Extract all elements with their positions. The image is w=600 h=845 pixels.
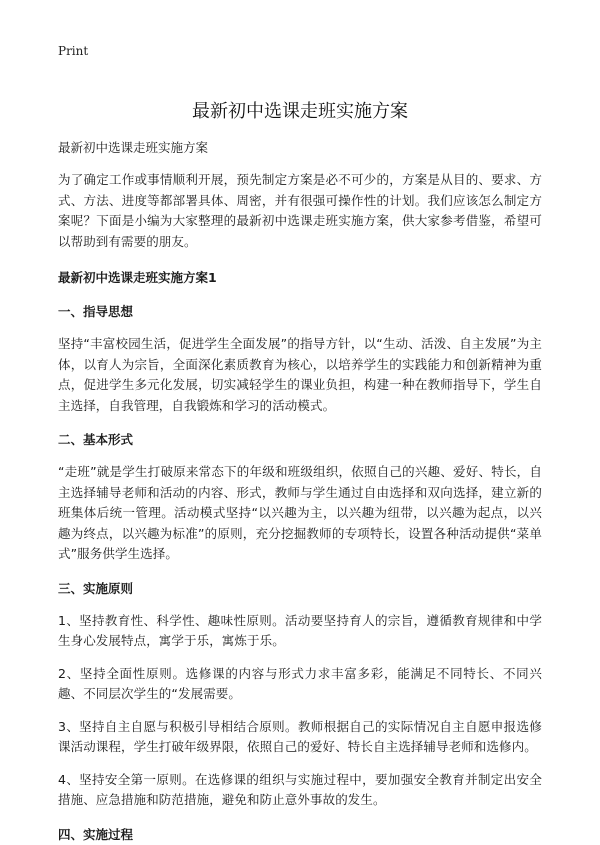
section-heading-implementation: 四、实施过程 [58, 826, 134, 842]
principle-paragraph-2: 2、坚持全面性原则。选修课的内容与形式力求丰富多彩，能满足不同特长、不同兴趣、不同层次学生的“发展需要。 [58, 665, 542, 701]
intro-paragraph: 为了确定工作或事情顺利开展，预先制定方案是必不可少的，方案是从目的、要求、方式、方法、进度等都部署具体、周密，并有很强可操作性的计划。我们应该怎么制定方案呢？下面是小编为大家整理的最新初中选课走班实施方案，供大家参考借鉴，希望可以帮助到有需要的朋友。 [58, 172, 542, 249]
principle-paragraph-3: 3、坚持自主自愿与积极引导相结合原则。教师根据自己的实际情况自主自愿申报选修课活动课程，学生打破年级界限，依照自己的爱好、特长自主选择辅导老师和选修内。 [58, 718, 542, 754]
section-heading-guiding-ideology: 一、指导思想 [58, 304, 134, 319]
principle-paragraph-4: 4、坚持安全第一原则。在选修课的组织与实施过程中，要加强安全教育并制定出安全措施、应急措施和防范措施，避免和防止意外事故的发生。 [58, 771, 542, 807]
guiding-ideology-paragraph: 坚持“丰富校园生活，促进学生全面发展”的指导方针，以“生动、活泼、自主发展”为主体，以育人为宗旨，全面深化素质教育为核心，以培养学生的实践能力和创新精神为重点，促进学生多元化发展，切实减轻学生的课业负担，构建一种在教师指导下，学生自主选择，自我管理，自我锻炼和学习的活动模式。 [58, 336, 542, 413]
document-title: 最新初中选课走班实施方案 [192, 101, 408, 122]
basic-form-paragraph: “走班”就是学生打破原来常态下的年级和班级组织，依照自己的兴趣、爱好、特长，自主选择辅导老师和活动的内容、形式，教师与学生通过自由选择和双向选择，建立新的班集体后统一管理。活动模式坚持“以兴趣为主，以兴趣为纽带，以兴趣为起点，以兴趣为终点，以兴趣为标准”的原则，充分挖掘教师的专项特长，设置各种活动提供“菜单式”服务供学生选择。 [58, 464, 542, 561]
plan-heading: 最新初中选课走班实施方案1 [58, 270, 217, 285]
print-link[interactable]: Print [58, 44, 89, 58]
section-heading-principles: 三、实施原则 [58, 580, 134, 596]
top-spacer [58, 44, 542, 64]
document-subtitle: 最新初中选课走班实施方案 [58, 140, 209, 155]
principle-paragraph-1: 1、坚持教育性、科学性、趣味性原则。活动要坚持育人的宗旨，遵循教育规律和中学生身心发展特点，寓学于乐，寓炼于乐。 [58, 612, 542, 648]
section-heading-basic-form: 二、基本形式 [58, 432, 134, 447]
